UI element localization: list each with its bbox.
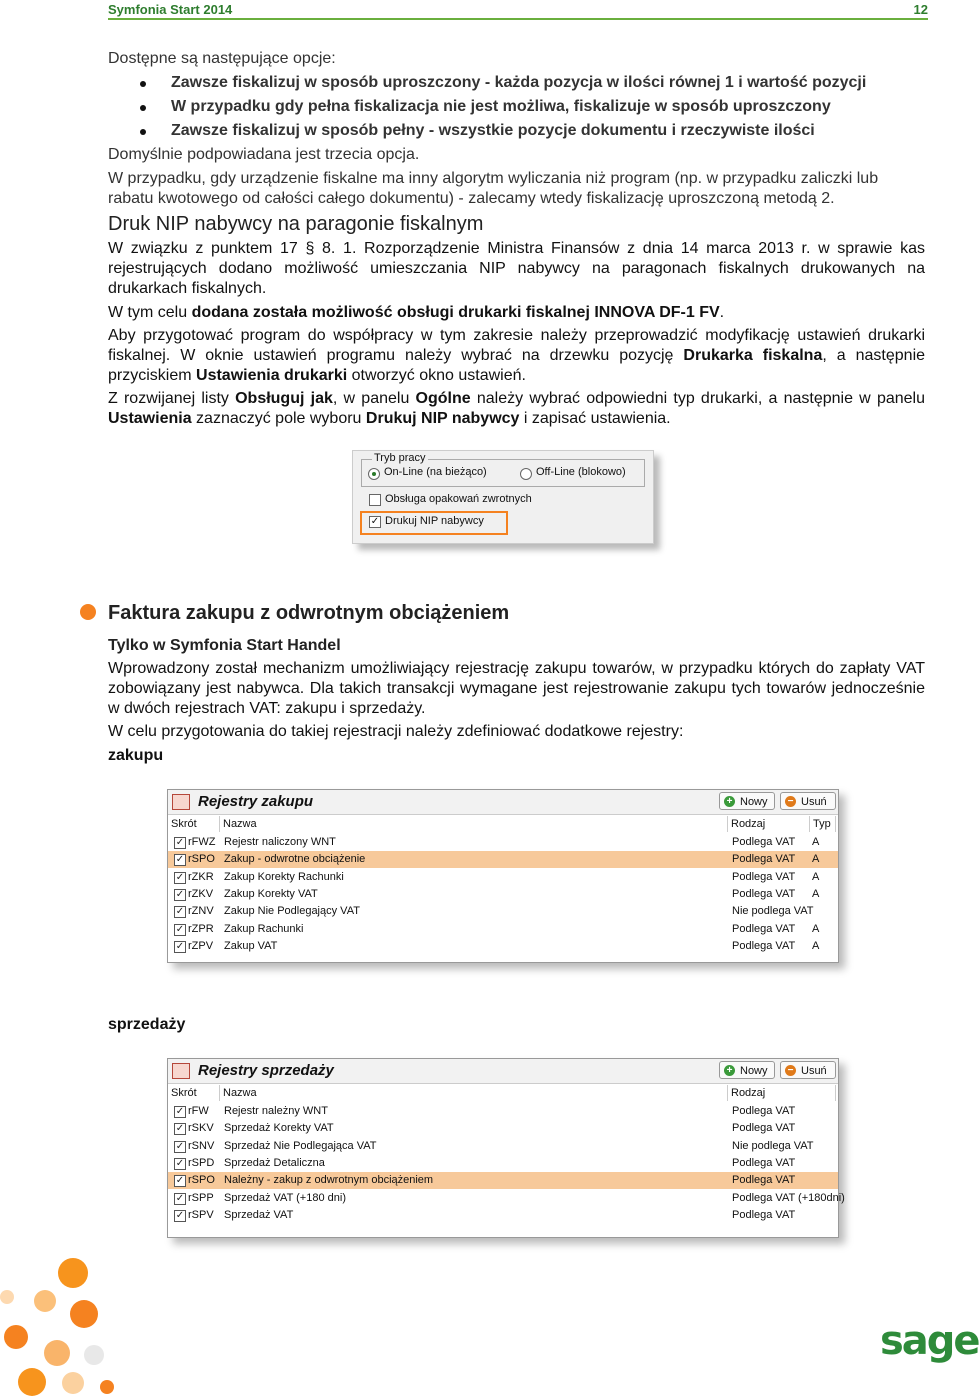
- nip-heading: Druk NIP nabywcy na paragonie fiskalnym: [108, 213, 484, 235]
- col-header-short[interactable]: Skrót: [168, 1085, 220, 1101]
- cell-kind: Podlega VAT: [732, 1156, 796, 1169]
- cell-kind: Podlega VAT (+180dni): [732, 1191, 845, 1204]
- cell-name: Zakup Korekty VAT: [224, 887, 318, 900]
- case-paragraph: W przypadku, gdy urządzenie fiskalne ma inny algorytm wyliczania niż program (np. w przypadku zaliczki lub rabatu kwotowego od całości całego dokumentu) - zalecamy wtedy fiskalizację uproszczoną metodą 2.: [108, 170, 879, 207]
- header-title: Symfonia Start 2014: [108, 2, 233, 17]
- plus-icon: +: [724, 796, 735, 807]
- offline-radio-label: Off-Line (blokowo): [536, 466, 626, 478]
- cell-name: Zakup Korekty Rachunki: [224, 870, 344, 883]
- cell-short: rZPR: [188, 922, 214, 935]
- delete-button[interactable]: − Usuń: [780, 792, 836, 810]
- table-row[interactable]: [168, 1172, 838, 1189]
- cell-short: rZPV: [188, 939, 214, 952]
- cell-name: Zakup Rachunki: [224, 922, 304, 935]
- cell-short: rFWZ: [188, 836, 216, 848]
- cell-short: rSPP: [188, 1191, 214, 1204]
- cell-name: Sprzedaż VAT (+180 dni): [224, 1191, 346, 1204]
- col-header-name[interactable]: Nazwa: [220, 816, 728, 832]
- cell-name: Sprzedaż Nie Podlegająca VAT: [224, 1139, 377, 1152]
- cell-short: rSNV: [188, 1139, 215, 1152]
- online-radio-label: On-Line (na bieżąco): [384, 466, 487, 478]
- row-checkbox[interactable]: ✓: [175, 906, 185, 918]
- cell-name: Rejestr należny WNT: [224, 1105, 328, 1117]
- cell-kind: Nie podlega VAT: [732, 1139, 814, 1152]
- cell-kind: Nie podlega VAT: [732, 905, 814, 918]
- register-icon: [172, 1063, 190, 1079]
- row-checkbox[interactable]: ✓: [175, 1175, 185, 1187]
- decor-circle: [70, 1300, 98, 1328]
- plus-icon: +: [724, 1065, 735, 1076]
- bullet-icon: [140, 105, 146, 111]
- sales-label: sprzedaży: [108, 1016, 186, 1033]
- row-checkbox[interactable]: ✓: [175, 1123, 185, 1135]
- table-row[interactable]: [168, 834, 838, 851]
- table-row[interactable]: [168, 886, 838, 903]
- table-row[interactable]: [168, 869, 838, 886]
- cell-name: Sprzedaż Korekty VAT: [224, 1122, 334, 1135]
- table-row[interactable]: [168, 1190, 845, 1207]
- row-checkbox[interactable]: ✓: [175, 837, 185, 848]
- header-rule: [108, 18, 928, 20]
- table-row[interactable]: [168, 1155, 838, 1172]
- mode-group: [361, 452, 645, 487]
- cell-short: rSPV: [188, 1208, 214, 1221]
- target-paragraph: W tym celu dodana została możliwość obsługi drukarki fiskalnej INNOVA DF-1 FV.: [108, 304, 725, 321]
- intro-text: Dostępne są następujące opcje:: [108, 50, 336, 67]
- decor-circle: [100, 1380, 114, 1394]
- delete-button[interactable]: − Usuń: [780, 1061, 836, 1079]
- cell-short: rFW: [188, 1105, 209, 1117]
- cell-kind: Podlega VAT: [732, 1105, 796, 1117]
- col-header-short[interactable]: Skrót: [168, 816, 220, 832]
- row-checkbox[interactable]: ✓: [175, 871, 185, 883]
- row-checkbox[interactable]: ✓: [175, 1140, 185, 1152]
- nip-paragraph: W związku z punktem 17 § 8. 1. Rozporządzenie Ministra Finansów z dnia 14 marca 2013 r. w sprawie kas rejestrujących dodano możliwość umieszczania NIP nabywcy na paragonach fiskalnych drukowanych na drukarkach fiskalnych.: [108, 240, 925, 297]
- cell-name: Należny - zakup z odwrotnym obciążeniem: [224, 1174, 434, 1187]
- row-checkbox[interactable]: ✓: [175, 940, 185, 952]
- nip-checkbox-label: Drukuj NIP nabywcy: [385, 515, 484, 527]
- decor-circle: [18, 1368, 46, 1396]
- cell-kind: Podlega VAT: [732, 1122, 796, 1135]
- decor-circle: [4, 1325, 28, 1349]
- cell-kind: Podlega VAT: [732, 836, 796, 848]
- cell-type: A: [812, 939, 820, 952]
- cell-short: rZKR: [188, 870, 214, 883]
- col-header-kind[interactable]: Rodzaj: [728, 816, 810, 832]
- sales-registers-window: [167, 1058, 845, 1238]
- cell-type: A: [812, 870, 820, 883]
- cell-name: Zakup Nie Podlegający VAT: [224, 905, 360, 918]
- nip-checkbox[interactable]: ✓: [370, 516, 380, 527]
- window-title: Rejestry sprzedaży: [198, 1062, 334, 1079]
- decor-circle: [62, 1372, 84, 1394]
- highlight-frame: [360, 511, 508, 535]
- cell-type: A: [812, 836, 820, 848]
- mode-group-label: Tryb pracy: [374, 452, 426, 464]
- table-row[interactable]: [168, 1103, 838, 1120]
- returns-checkbox[interactable]: [369, 494, 381, 506]
- window-title: Rejestry zakupu: [198, 793, 314, 810]
- mechanism-paragraph: Wprowadzony został mechanizm umożliwiający rejestrację zakupu towarów, w przypadku których do zapłaty VAT zobowiązany jest nabywca. Dla takich transakcji wymagane jest rejestrowanie zakupu tych towarów jednocześnie w dwóch rejestrach VAT: zakupu i sprzedaży.: [108, 660, 925, 717]
- purchase-label: zakupu: [108, 747, 164, 764]
- row-checkbox[interactable]: ✓: [175, 854, 185, 866]
- cell-kind: Podlega VAT: [732, 1174, 796, 1187]
- cell-name: Zakup - odwrotne obciążenie: [224, 853, 366, 866]
- decor-circle: [34, 1290, 56, 1312]
- row-checkbox[interactable]: ✓: [175, 1209, 185, 1221]
- cell-short: rZKV: [188, 887, 214, 900]
- only-note: Tylko w Symfonia Start Handel: [108, 637, 341, 654]
- decor-circle: [58, 1258, 88, 1288]
- table-row[interactable]: [168, 903, 838, 920]
- cell-type: A: [812, 922, 820, 935]
- purchase-heading: Faktura zakupu z odwrotnym obciążeniem: [108, 602, 510, 624]
- cell-kind: Podlega VAT: [732, 853, 796, 866]
- list-paragraph: Z rozwijanej listy Obsługuj jak, w panelu Ogólne należy wybrać odpowiedni typ drukarki, a następnie w panelu Ustawienia zaznaczyć pole wyboru Drukuj NIP nabywcy i zapisać ustawienia.: [108, 390, 925, 427]
- row-checkbox[interactable]: ✓: [175, 888, 185, 900]
- registers-paragraph: W celu przygotowania do takiej rejestracji należy zdefiniować dodatkowe rejestry:: [108, 723, 684, 740]
- col-header-name[interactable]: Nazwa: [220, 1085, 728, 1101]
- cell-kind: Podlega VAT: [732, 887, 796, 900]
- decor-circle: [84, 1345, 104, 1365]
- online-radio[interactable]: [368, 468, 380, 480]
- section-bullet-icon: [80, 604, 96, 620]
- purchase-registers-window: [167, 789, 839, 963]
- page-number: 12: [913, 2, 928, 17]
- cell-name: Zakup VAT: [224, 939, 278, 952]
- new-button[interactable]: + Nowy: [719, 1061, 775, 1079]
- cell-type: A: [812, 887, 820, 900]
- cell-short: rSPD: [188, 1156, 215, 1169]
- offline-radio[interactable]: [520, 468, 532, 480]
- table-row[interactable]: [168, 921, 838, 938]
- col-header-type[interactable]: Typ: [810, 816, 836, 832]
- cell-name: Rejestr naliczony WNT: [224, 836, 336, 848]
- decor-circle: [44, 1340, 70, 1366]
- cell-type: A: [812, 853, 820, 866]
- row-checkbox[interactable]: ✓: [175, 923, 185, 935]
- page-header: [108, 0, 928, 18]
- prep-paragraph: Aby przygotować program do współpracy w tym zakresie należy przeprowadzić modyfikację ustawień drukarki fiskalnej. W oknie ustawień programu należy wybrać na drzewku pozycję Drukarka fiskalna, a następnie przyciskiem Ustawienia drukarki otworzyć okno ustawień.: [108, 327, 926, 384]
- table-row[interactable]: [168, 1138, 838, 1155]
- cell-short: rSPO: [188, 1174, 215, 1187]
- decor-circle: [0, 1290, 14, 1304]
- cell-kind: Podlega VAT: [732, 939, 796, 952]
- window-toolbar: [168, 790, 838, 815]
- cell-kind: Podlega VAT: [732, 1208, 796, 1221]
- bullet-icon: [140, 81, 146, 87]
- cell-short: rSKV: [188, 1122, 214, 1135]
- row-checkbox[interactable]: ✓: [175, 1106, 185, 1117]
- cell-short: rSPO: [188, 853, 215, 866]
- table-row[interactable]: [168, 1207, 838, 1224]
- table-row[interactable]: [168, 851, 838, 868]
- bullet-icon: [140, 129, 146, 135]
- minus-icon: −: [785, 796, 796, 807]
- cell-kind: Podlega VAT: [732, 870, 796, 883]
- cell-name: Sprzedaż VAT: [224, 1208, 294, 1221]
- new-button[interactable]: + Nowy: [719, 792, 775, 810]
- register-icon: [172, 794, 190, 810]
- window-toolbar: [168, 1059, 838, 1084]
- row-checkbox[interactable]: ✓: [175, 1157, 185, 1169]
- cell-kind: Podlega VAT: [732, 922, 796, 935]
- returns-checkbox-label: Obsługa opakowań zwrotnych: [385, 493, 532, 505]
- cell-short: rZNV: [188, 905, 214, 918]
- table-row[interactable]: [168, 1120, 838, 1137]
- row-checkbox[interactable]: ✓: [175, 1192, 185, 1204]
- table-row[interactable]: [168, 938, 838, 955]
- default-note: Domyślnie podpowiadana jest trzecia opcja.: [108, 146, 420, 163]
- col-header-kind[interactable]: Rodzaj: [728, 1085, 836, 1101]
- minus-icon: −: [785, 1065, 796, 1076]
- sage-logo: sage: [880, 1318, 979, 1364]
- cell-name: Sprzedaż Detaliczna: [224, 1156, 325, 1169]
